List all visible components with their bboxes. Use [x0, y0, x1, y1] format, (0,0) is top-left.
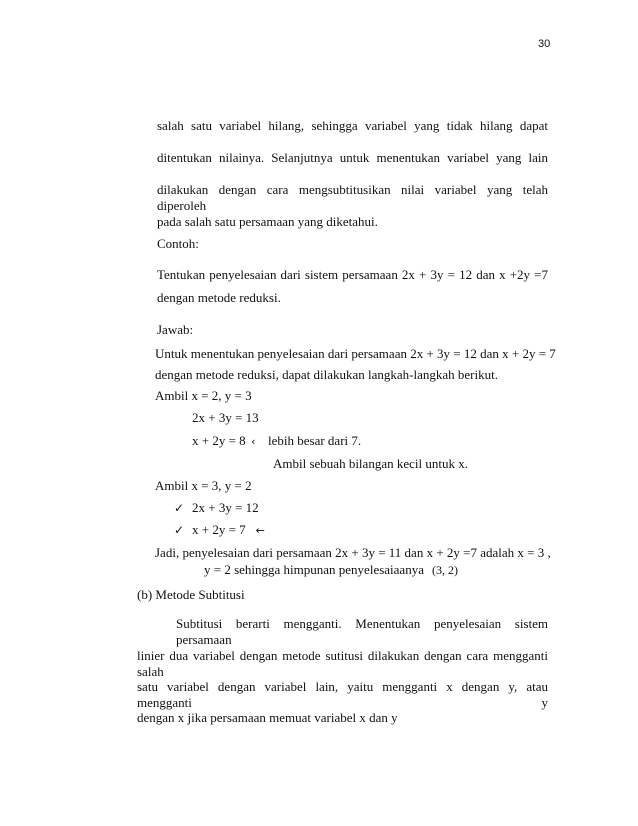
- page-number: 30: [538, 38, 551, 50]
- checked-equation: [174, 500, 259, 516]
- conclusion-text: y = 2 sehingga himpunan penyelesaiaanya: [204, 562, 424, 577]
- question-line: Tentukan penyelesaian dari sistem persamaan 2x + 3y = 12 dan x +2y =7: [157, 267, 548, 282]
- conclusion-line: [204, 562, 458, 578]
- try1-note: Ambil sebuah bilangan kecil untuk x.: [273, 456, 468, 471]
- paragraph-line: dengan x jika persamaan memuat variabel x dan y: [137, 710, 398, 725]
- arrow-icon: ‹: [251, 435, 256, 448]
- section-heading: (b) Metode Subtitusi: [137, 587, 245, 602]
- paragraph-line: ditentukan nilainya. Selanjutnya untuk menentukan variabel yang lain: [157, 150, 548, 165]
- example-label: Contoh:: [157, 236, 199, 251]
- paragraph-line: pada salah satu persamaan yang diketahui.: [157, 214, 378, 229]
- answer-intro-line: dengan metode reduksi, dapat dilakukan langkah-langkah berikut.: [155, 367, 498, 382]
- try2-heading: Ambil x = 3, y = 2: [155, 478, 252, 493]
- paragraph-line: linier dua variabel dengan metode sutitusi dilakukan dengan cara mengganti salah: [137, 648, 548, 679]
- check-icon: ✓: [174, 523, 185, 537]
- try1-equation: x + 2y = 8: [192, 433, 246, 448]
- try2-equation: 2x + 3y = 12: [192, 500, 259, 515]
- try1-equation: 2x + 3y = 13: [192, 410, 259, 425]
- arrow-icon: ←: [255, 524, 265, 537]
- question-line: dengan metode reduksi.: [157, 290, 281, 305]
- paragraph-line: Subtitusi berarti mengganti. Menentukan penyelesaian sistem persamaan: [176, 616, 548, 647]
- try1-heading: Ambil x = 2, y = 3: [155, 388, 252, 403]
- paragraph-line: satu variabel dengan variabel lain, yaitu mengganti x dengan y, atau mengganti y: [137, 679, 548, 710]
- conclusion-line: Jadi, penyelesaian dari persamaan 2x + 3y = 11 dan x + 2y =7 adalah x = 3 ,: [155, 545, 551, 560]
- solution-set: (3, 2): [431, 563, 458, 577]
- try1-note: lebih besar dari 7.: [268, 433, 362, 448]
- check-icon: ✓: [174, 501, 185, 515]
- answer-label: Jawab:: [157, 322, 194, 337]
- paragraph-line: dilakukan dengan cara mengsubtitusikan nilai variabel yang telah diperoleh: [157, 182, 548, 213]
- answer-intro-line: Untuk menentukan penyelesaian dari persamaan 2x + 3y = 12 dan x + 2y = 7: [155, 346, 556, 361]
- try2-equation: x + 2y = 7: [192, 522, 246, 537]
- checked-equation: [174, 522, 265, 539]
- paragraph-line: salah satu variabel hilang, sehingga variabel yang tidak hilang dapat: [157, 118, 548, 133]
